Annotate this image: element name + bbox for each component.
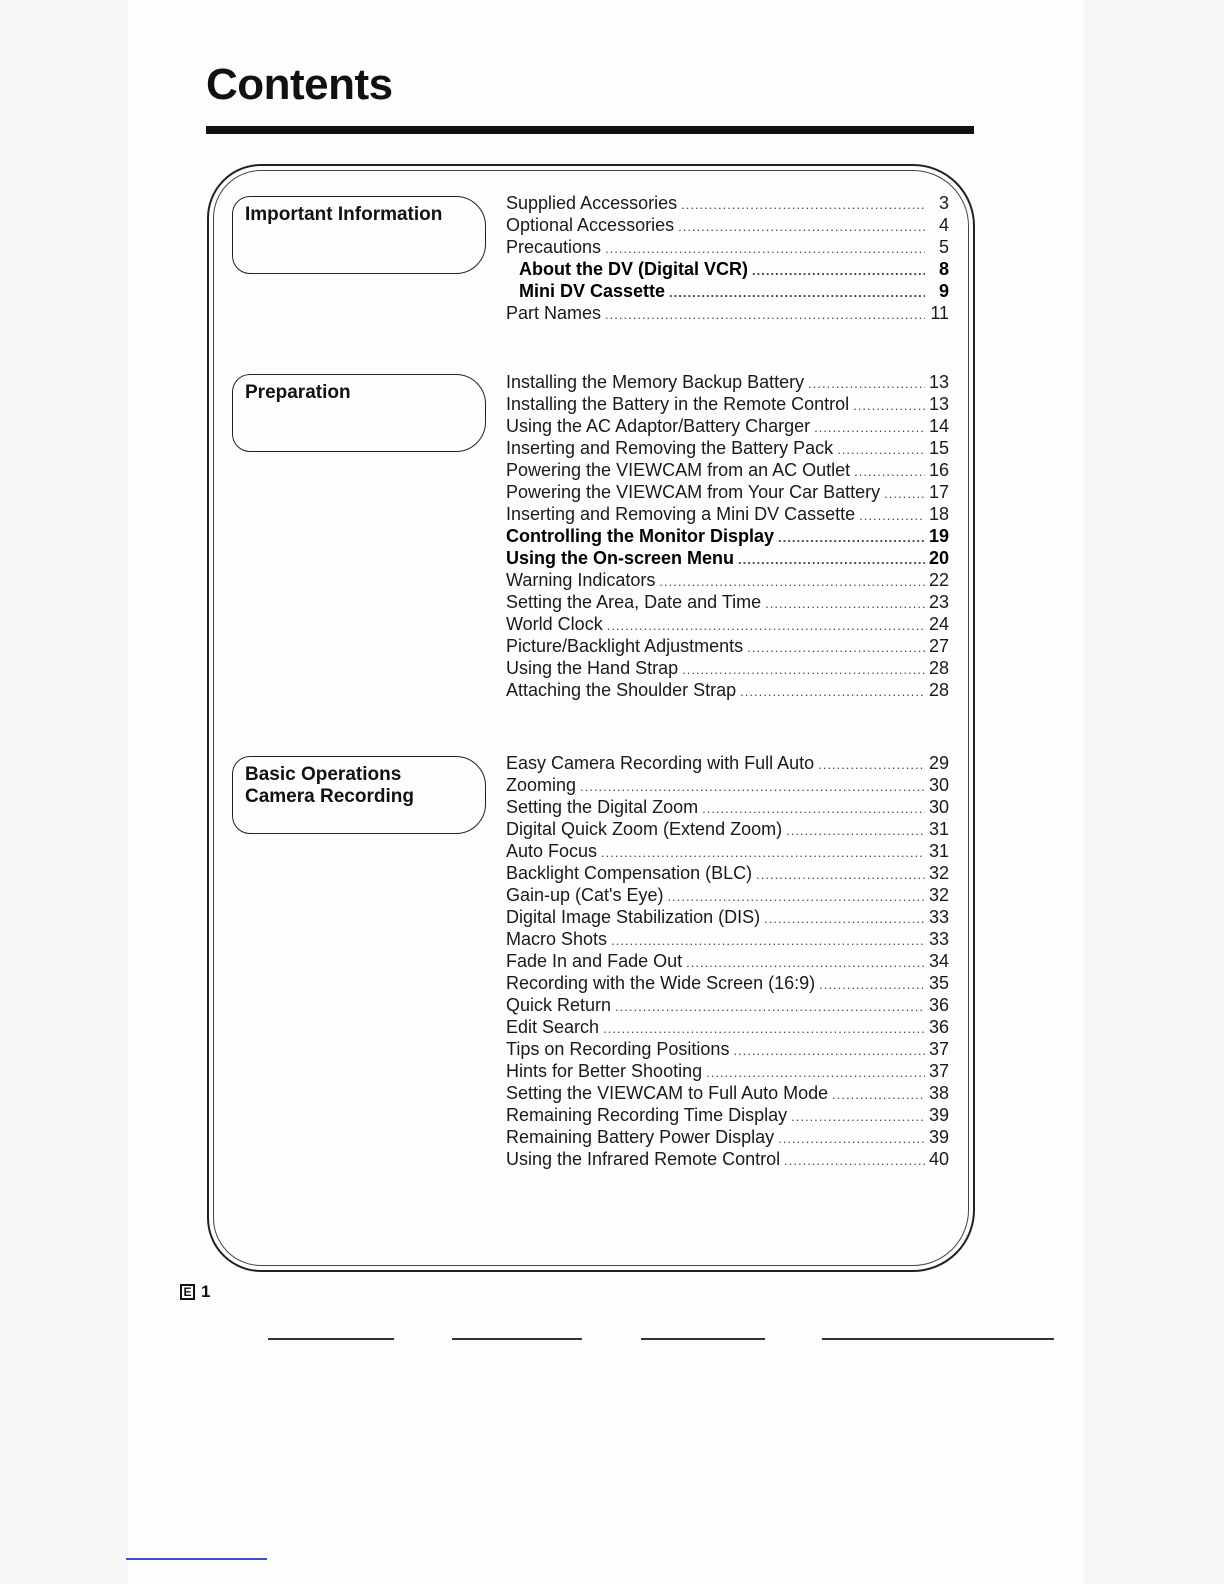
toc-entry-page: 37 [928,1039,949,1059]
toc-entry-page: 24 [928,614,949,634]
dot-leader [884,483,925,505]
page-margin-right [1084,0,1224,1584]
toc-entry[interactable] [506,774,949,796]
toc-entry-page: 23 [928,592,949,612]
toc-entry-title: Using the AC Adaptor/Battery Charger [506,416,811,436]
dot-leader [853,395,925,417]
toc-entry-title: Part Names [506,303,602,323]
toc-entry-page: 9 [938,281,949,301]
toc-entry[interactable] [506,1104,949,1126]
toc-entry-page: 34 [928,951,949,971]
toc-entry-page: 36 [928,1017,949,1037]
toc-entry-page: 14 [928,416,949,436]
dot-leader [681,194,925,216]
toc-entry-page: 29 [928,753,949,773]
section-label-line: Basic Operations [245,764,402,785]
dot-leader [859,505,925,527]
toc-entry-title: Remaining Recording Time Display [506,1105,788,1125]
section-label-line: Preparation [245,382,351,403]
toc-entry-page: 18 [928,504,949,524]
dot-leader [668,886,925,908]
toc-entry-page: 17 [928,482,949,502]
page-number [180,1282,210,1302]
toc-entry[interactable] [506,679,949,701]
dot-leader [752,260,925,282]
toc-entry-page: 40 [928,1149,949,1169]
toc-entry-page: 15 [928,438,949,458]
toc-entry-title: Setting the VIEWCAM to Full Auto Mode [506,1083,829,1103]
section-label-basic-operations [232,756,486,834]
dot-leader [786,820,925,842]
toc-entry-page: 33 [928,929,949,949]
dot-leader [764,908,925,930]
dot-leader [659,571,925,593]
toc-entry-page: 38 [928,1083,949,1103]
toc-entry[interactable] [506,657,949,679]
toc-entry-page: 13 [928,372,949,392]
toc-entry-title: Quick Return [506,995,612,1015]
toc-entry-page: 4 [938,215,949,235]
toc-entry[interactable] [506,591,949,613]
toc-entry[interactable] [506,1126,949,1148]
toc-entry-title: Using the Hand Strap [506,658,679,678]
toc-entry-title: Powering the VIEWCAM from an AC Outlet [506,460,851,480]
dot-leader [682,659,925,681]
toc-entry-page: 31 [928,819,949,839]
toc-entry[interactable] [506,525,949,547]
toc-entry-title: Remaining Battery Power Display [506,1127,775,1147]
dot-leader [706,1062,925,1084]
dot-leader [605,238,925,260]
toc-entry[interactable] [506,280,949,302]
page-number-value: 1 [201,1282,211,1301]
dot-leader [814,417,925,439]
footer-rule [452,1338,582,1340]
dot-leader [605,304,925,326]
dot-leader [784,1150,925,1172]
toc-entry-title: Attaching the Shoulder Strap [506,680,737,700]
toc-entry[interactable] [506,481,949,503]
toc-entry[interactable] [506,840,949,862]
footer-rule [268,1338,394,1340]
toc-list-preparation [506,371,949,701]
dot-leader [580,776,925,798]
toc-entry-title: Tips on Recording Positions [506,1039,730,1059]
toc-entry[interactable] [506,1016,949,1038]
toc-entry-title: Edit Search [506,1017,600,1037]
dot-leader [832,1084,925,1106]
toc-entry-page: 27 [928,636,949,656]
toc-entry-title: Precautions [506,237,602,257]
toc-entry[interactable] [506,818,949,840]
toc-entry-title: Easy Camera Recording with Full Auto [506,753,815,773]
section-label-preparation [232,374,486,452]
toc-entry-title: Setting the Area, Date and Time [506,592,762,612]
toc-entry[interactable] [506,906,949,928]
toc-entry[interactable] [506,415,949,437]
dot-leader [791,1106,925,1128]
dot-leader [778,1128,925,1150]
toc-entry-title: World Clock [506,614,603,634]
toc-entry-page: 22 [928,570,949,590]
toc-entry[interactable] [506,393,949,415]
toc-entry[interactable] [506,459,949,481]
toc-entry-title: Digital Quick Zoom (Extend Zoom) [506,819,783,839]
toc-entry-title: Recording with the Wide Screen (16:9) [506,973,816,993]
dot-leader [615,996,925,1018]
toc-entry-page: 39 [928,1105,949,1125]
toc-entry-title: Warning Indicators [506,570,656,590]
toc-entry-page: 28 [928,658,949,678]
toc-entry[interactable] [506,302,949,324]
dot-leader [818,754,925,776]
toc-entry[interactable] [506,1082,949,1104]
footer-rule [822,1338,1054,1340]
toc-entry-page: 37 [928,1061,949,1081]
toc-entry-page: 5 [938,237,949,257]
toc-entry-page: 16 [928,460,949,480]
dot-leader [808,373,925,395]
section-label-important-information [232,196,486,274]
toc-entry-page: 19 [928,526,949,546]
toc-entry-title: Picture/Backlight Adjustments [506,636,744,656]
toc-entry-title: About the DV (Digital VCR) [519,259,748,279]
dot-leader [837,439,925,461]
dot-leader [601,842,925,864]
toc-entry-page: 30 [928,775,949,795]
toc-entry-page: 13 [928,394,949,414]
toc-entry[interactable] [506,950,949,972]
toc-entry-title: Hints for Better Shooting [506,1061,703,1081]
toc-entry-title: Controlling the Monitor Display [506,526,774,546]
toc-entry[interactable] [506,371,949,393]
toc-entry[interactable] [506,1038,949,1060]
toc-entry[interactable] [506,928,949,950]
toc-entry-page: 36 [928,995,949,1015]
dot-leader [819,974,925,996]
toc-entry-title: Gain-up (Cat's Eye) [506,885,664,905]
toc-entry-page: 11 [930,303,949,323]
toc-entry-title: Powering the VIEWCAM from Your Car Battery [506,482,881,502]
toc-entry[interactable] [506,613,949,635]
toc-entry-title: Optional Accessories [506,215,675,235]
toc-entry[interactable] [506,192,949,214]
dot-leader [686,952,925,974]
language-badge: E [180,1284,195,1300]
toc-entry-title: Backlight Compensation (BLC) [506,863,753,883]
toc-entry[interactable] [506,214,949,236]
toc-entry-page: 20 [928,548,949,568]
toc-entry-title: Auto Focus [506,841,598,861]
toc-entry-page: 28 [928,680,949,700]
toc-list-important-information [506,192,949,324]
toc-entry-title: Installing the Memory Backup Battery [506,372,805,392]
toc-entry-page: 3 [938,193,949,213]
toc-entry-title: Mini DV Cassette [519,281,666,301]
page-margin-left [0,0,128,1584]
toc-entry-title: Setting the Digital Zoom [506,797,699,817]
toc-entry[interactable] [506,503,949,525]
toc-entry-page: 31 [928,841,949,861]
toc-entry-title: Inserting and Removing a Mini DV Cassette [506,504,856,524]
toc-entry-page: 32 [928,863,949,883]
dot-leader [778,527,925,549]
toc-entry-page: 33 [928,907,949,927]
dot-leader [678,216,925,238]
toc-entry[interactable] [506,1060,949,1082]
dot-leader [765,593,925,615]
dot-leader [603,1018,925,1040]
toc-entry-page: 39 [928,1127,949,1147]
page-title: Contents [206,60,393,109]
dot-leader [747,637,925,659]
toc-entry-title: Zooming [506,775,577,795]
toc-entry-page: 30 [928,797,949,817]
toc-entry[interactable] [506,994,949,1016]
toc-entry[interactable] [506,972,949,994]
dot-leader [611,930,925,952]
toc-entry[interactable] [506,862,949,884]
toc-entry-title: Macro Shots [506,929,608,949]
dot-leader [738,549,925,571]
toc-entry[interactable] [506,884,949,906]
dot-leader [854,461,925,483]
dot-leader [756,864,925,886]
toc-entry[interactable] [506,796,949,818]
toc-entry-title: Inserting and Removing the Battery Pack [506,438,834,458]
toc-entry-title: Installing the Battery in the Remote Control [506,394,850,414]
toc-entry-title: Using the On-screen Menu [506,548,735,568]
toc-entry[interactable] [506,752,949,774]
toc-entry-title: Fade In and Fade Out [506,951,683,971]
toc-entry[interactable] [506,547,949,569]
dot-leader [669,282,925,304]
dot-leader [607,615,925,637]
toc-entry[interactable] [506,258,949,280]
toc-list-camera-recording [506,752,949,1170]
toc-entry[interactable] [506,635,949,657]
dot-leader [733,1040,925,1062]
toc-entry-page: 32 [928,885,949,905]
footer-rule [641,1338,765,1340]
bottom-rule [126,1558,267,1560]
toc-entry-title: Supplied Accessories [506,193,678,213]
toc-entry[interactable] [506,1148,949,1170]
toc-entry-page: 8 [938,259,949,279]
section-label-line: Important Information [245,204,443,225]
toc-entry[interactable] [506,236,949,258]
toc-entry-page: 35 [928,973,949,993]
toc-entry[interactable] [506,569,949,591]
toc-entry-title: Digital Image Stabilization (DIS) [506,907,761,927]
section-label-line: Camera Recording [245,786,414,807]
dot-leader [702,798,925,820]
dot-leader [740,681,925,703]
toc-entry-title: Using the Infrared Remote Control [506,1149,781,1169]
toc-entry[interactable] [506,437,949,459]
title-rule [206,126,974,134]
